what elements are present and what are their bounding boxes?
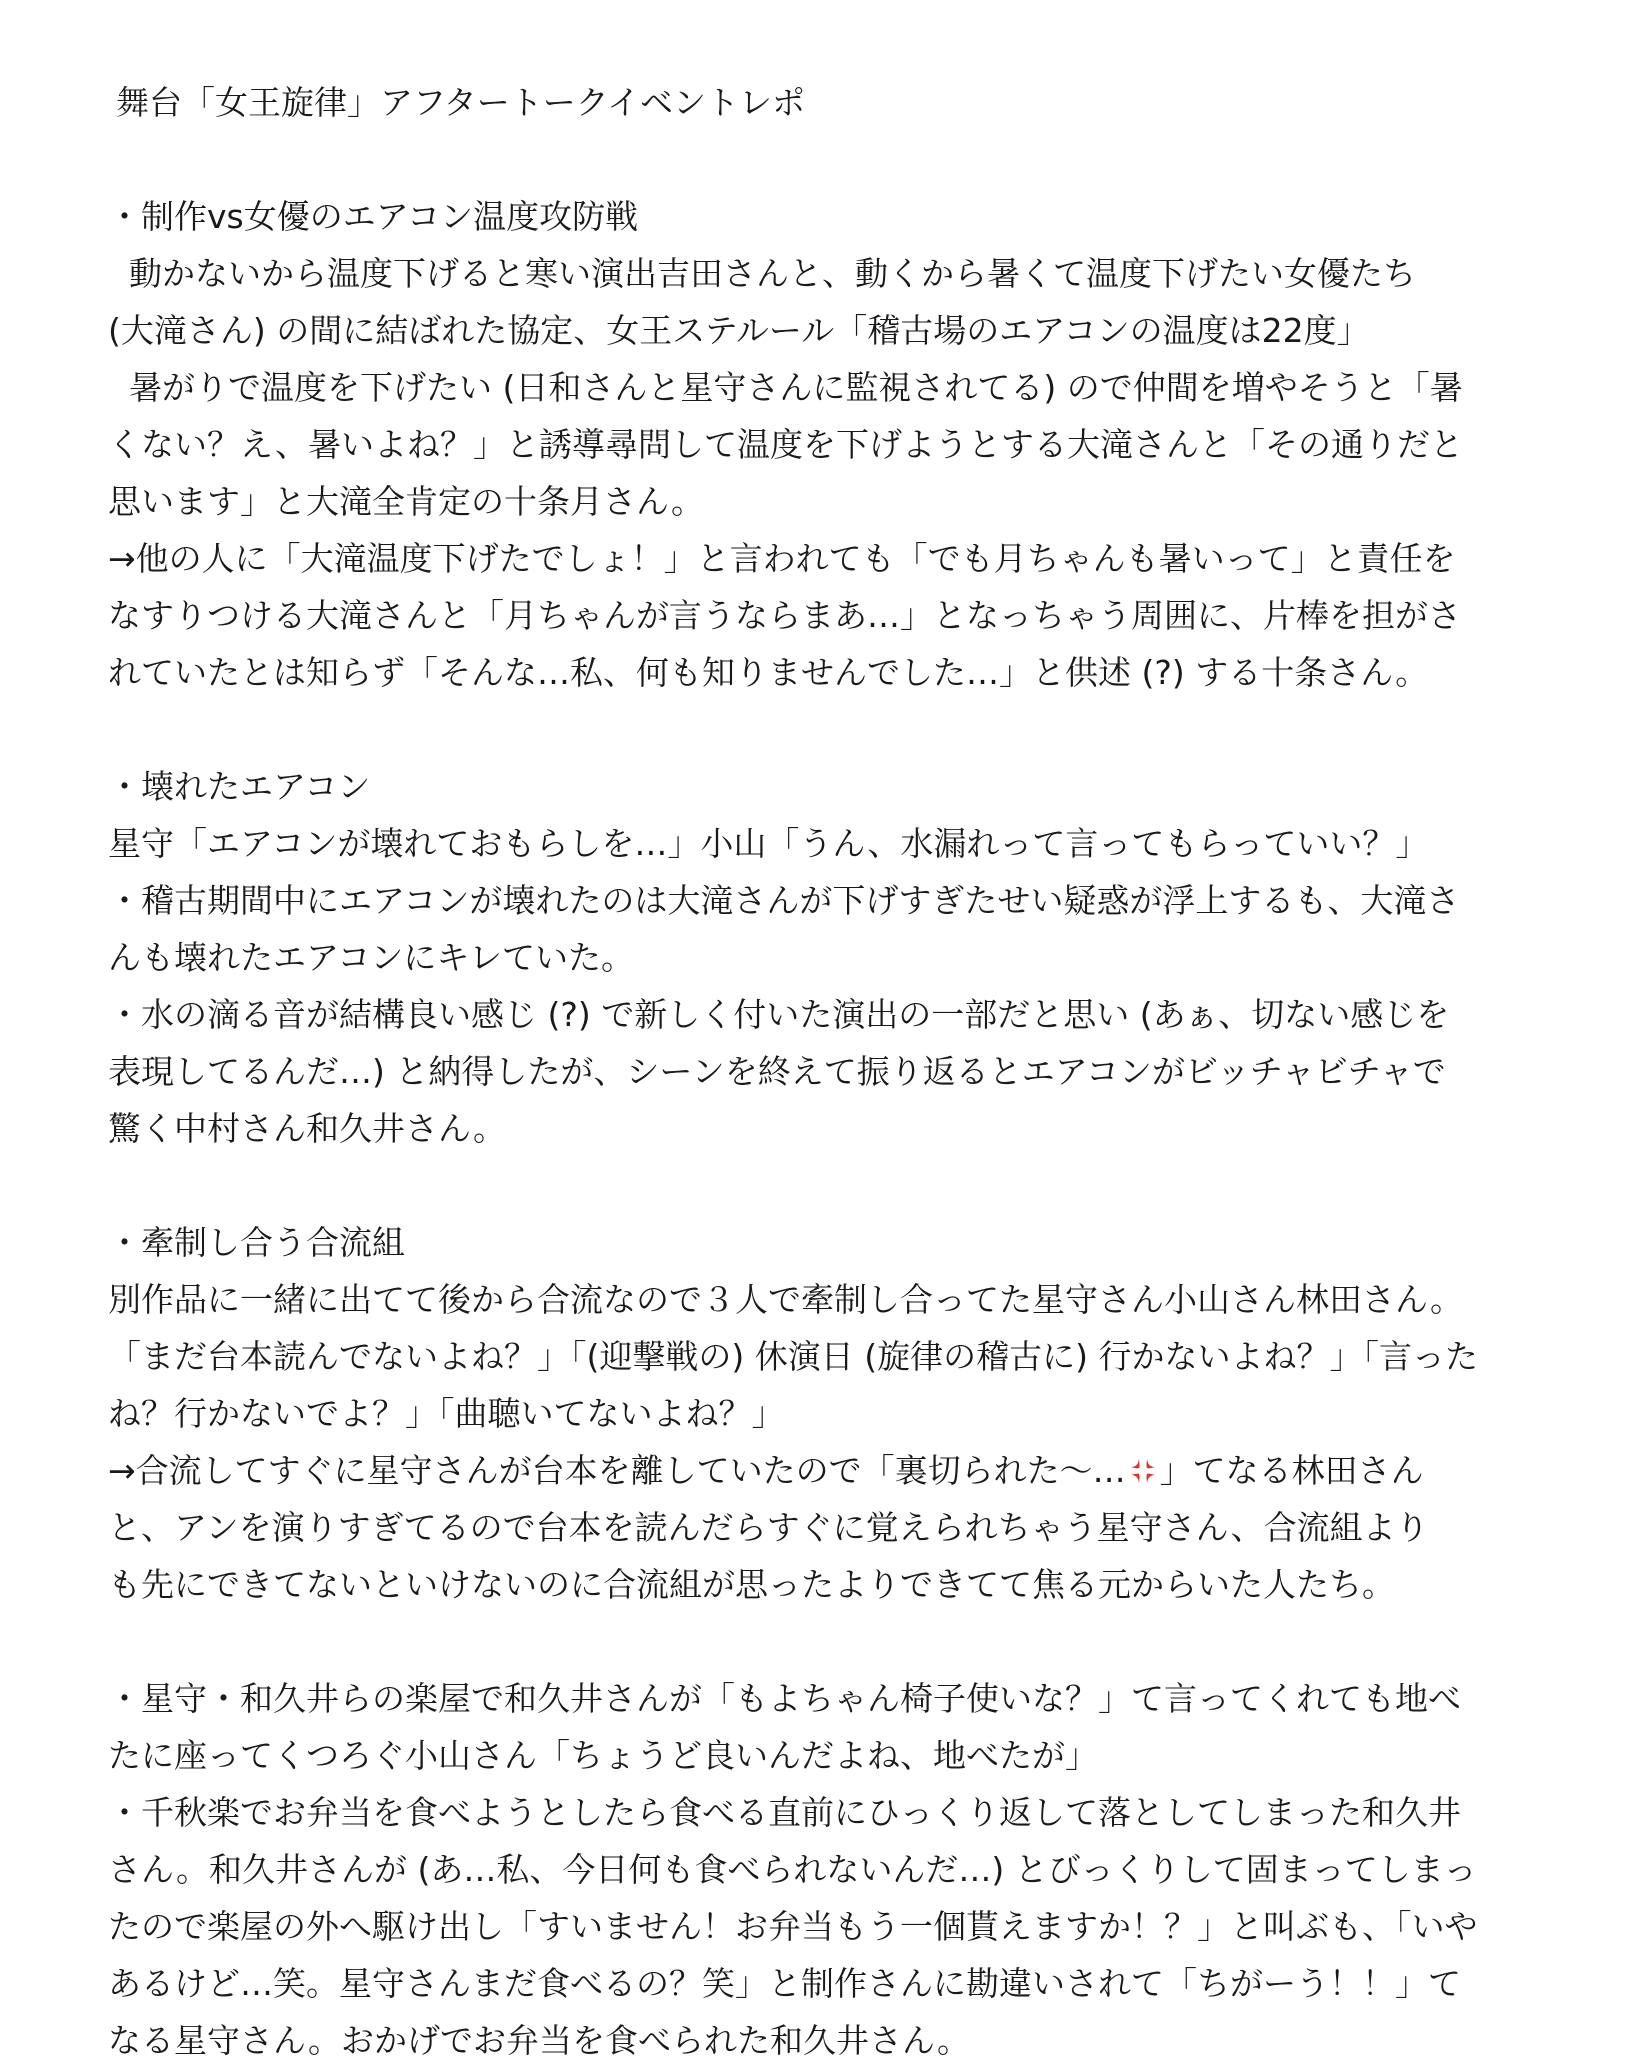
section-joining-group (108, 1214, 1538, 1613)
blank-line (108, 701, 1538, 758)
section-heading: ・牽制し合う合流組 (108, 1223, 405, 1262)
blank-line (108, 1613, 1538, 1670)
paragraph-line: 星守「エアコンが壊れておもらしを…」小山「うん、水漏れって言ってもらっていい？」 (108, 824, 1429, 863)
paragraph-line: ・水の滴る音が結構良い感じ (?) で新しく付いた演出の一部だと思い (あぁ、切ない感じを (108, 995, 1450, 1034)
paragraph-line: ・稽古期間中にエアコンが壊れたのは大滝さんが下げすぎたせい疑惑が浮上するも、大滝さ (108, 881, 1460, 920)
blank-line (108, 1157, 1538, 1214)
paragraph-line: (大滝さん) の間に結ばれた協定、女王ステルール「稽古場のエアコンの温度は22度」 (108, 311, 1370, 350)
text-after-icon: 」てなる林田さん (1159, 1451, 1424, 1490)
text-before-icon: →合流してすぐに星守さんが台本を離していたので「裏切られた〜… (108, 1451, 1126, 1490)
paragraph-line: 別作品に一緒に出てて後から合流なので３人で牽制し合ってた星守さん小山さん林田さん。 (108, 1280, 1463, 1319)
paragraph-line: →他の人に「大滝温度下げたでしょ！」と言われても「でも月ちゃんも暑いって」と責任を (108, 539, 1456, 578)
paragraph-line: なすりつける大滝さんと「月ちゃんが言うならまあ…」となっちゃう周囲に、片棒を担がさ (108, 596, 1461, 635)
paragraph-line: ・星守・和久井らの楽屋で和久井さんが「もよちゃん椅子使いな？」て言ってくれても地べ (108, 1679, 1461, 1718)
paragraph-line: 思います」と大滝全肯定の十条月さん。 (108, 482, 704, 521)
paragraph-line: くない？え、暑いよね？」と誘導尋問して温度を下げようとする大滝さんと「その通りだと (108, 425, 1463, 464)
section-heading: ・制作vs女優のエアコン温度攻防戦 (108, 197, 639, 236)
paragraph-line: あるけど…笑。星守さんまだ食べるの？笑」と制作さんに勘違いされて「ちがーう！！」て (108, 1964, 1461, 2003)
paragraph-line: さん。和久井さんが (あ…私、今日何も食べられないんだ…) とびっくりして固まってしまっ (108, 1850, 1477, 1889)
paragraph-line: と、アンを演りすぎてるので台本を読んだらすぐに覚えられちゃう星守さん、合流組より (108, 1508, 1429, 1547)
paragraph-line-with-icon (108, 1442, 1538, 1499)
paragraph-line: たに座ってくつろぐ小山さん「ちょうど良いんだよね、地べたが」 (108, 1736, 1098, 1775)
paragraph-line: ・千秋楽でお弁当を食べようとしたら食べる直前にひっくり返して落としてしまった和久井 (108, 1793, 1461, 1832)
section-broken-aircon (108, 758, 1538, 1157)
blank-line (108, 131, 1538, 188)
paragraph-line: ね？行かないでよ？」「曲聴いてないよね？」 (108, 1394, 785, 1433)
paragraph-line: なる星守さん。おかげでお弁当を食べられた和久井さん。 (108, 2021, 970, 2060)
anger-symbol-icon (1128, 1446, 1158, 1476)
paragraph-line: んも壊れたエアコンにキレていた。 (108, 938, 635, 977)
section-aircon-battle (108, 188, 1538, 701)
document-title: 舞台「女王旋律」アフタートークイベントレポ (116, 83, 806, 122)
paragraph-line: も先にできてないといけないのに合流組が思ったよりできてて焦る元からいた人たち。 (108, 1565, 1395, 1604)
paragraph-line: 「まだ台本読んでないよね？」「(迎撃戦の) 休演日 (旋律の稽古に) 行かないよね？」「言った (108, 1337, 1478, 1376)
paragraph-line: 表現してるんだ…) と納得したが、シーンを終えて振り返るとエアコンがビッチャビチャで (108, 1052, 1446, 1091)
paragraph-line: 驚く中村さん和久井さん。 (108, 1109, 506, 1148)
paragraph-line: たので楽屋の外へ駆け出し「すいません！お弁当もう一個貰えますか！？」と叫ぶも、「いや (108, 1907, 1478, 1946)
paragraph-line: 動かないから温度下げると寒い演出吉田さんと、動くから暑くて温度下げたい女優たち (108, 254, 1416, 293)
section-heading: ・壊れたエアコン (108, 767, 371, 806)
section-dressing-room (108, 1670, 1538, 2069)
paragraph-line: れていたとは知らず「そんな…私、何も知りませんでした…」と供述 (?) する十条さん。 (108, 653, 1429, 692)
paragraph-line: 暑がりで温度を下げたい (日和さんと星守さんに監視されてる) ので仲間を増やそうと「暑 (108, 368, 1463, 407)
